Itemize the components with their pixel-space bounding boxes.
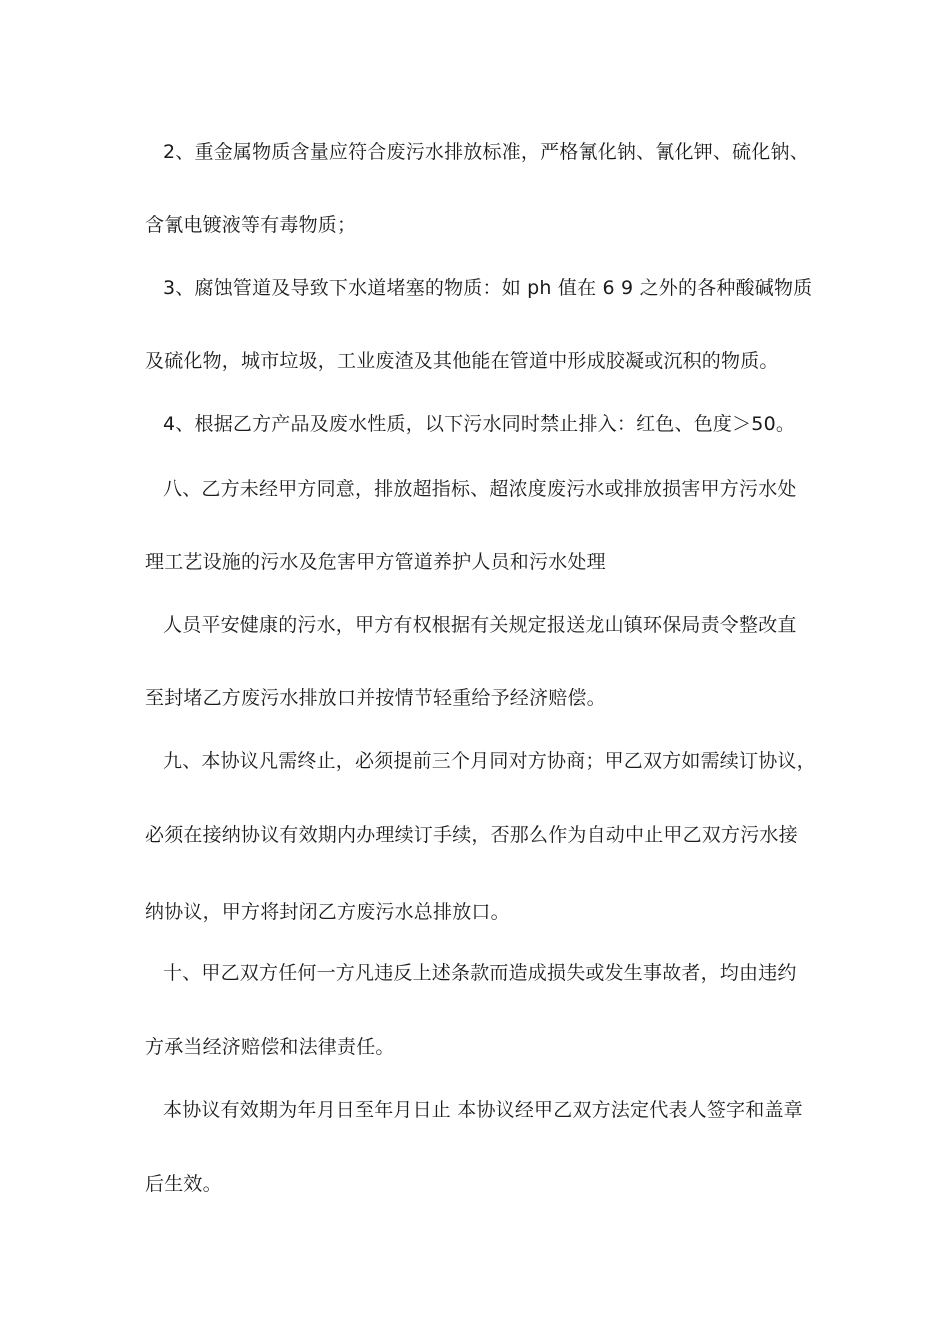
text-line-7: 理工艺设施的污水及危害甲方管道养护人员和污水处理 xyxy=(145,551,606,573)
text-line-8: 人员平安健康的污水，甲方有权根据有关规定报送龙山镇环保局责令整改直 xyxy=(163,614,797,636)
text-line-13: 十、甲乙双方任何一方凡违反上述条款而造成损失或发生事故者，均由违约 xyxy=(163,962,797,984)
text-line-11: 必须在接纳协议有效期内办理续订手续，否那么作为自动中止甲乙双方污水接 xyxy=(145,824,798,846)
text-line-15: 本协议有效期为年月日至年月日止 本协议经甲乙双方法定代表人签字和盖章 xyxy=(163,1099,803,1121)
text-line-4: 及硫化物，城市垃圾，工业废渣及其他能在管道中形成胶凝或沉积的物质。 xyxy=(145,350,779,372)
text-line-16: 后生效。 xyxy=(145,1173,222,1195)
text-line-10: 九、本协议凡需终止，必须提前三个月同对方协商；甲乙双方如需续订协议， xyxy=(163,750,816,772)
text-line-3: 3、腐蚀管道及导致下水道堵塞的物质：如 ph 值在 6 9 之外的各种酸碱物质 xyxy=(163,277,813,299)
text-line-2: 含氰电镀液等有毒物质； xyxy=(145,214,357,236)
text-line-12: 纳协议，甲方将封闭乙方废污水总排放口。 xyxy=(145,901,510,923)
text-line-5: 4、根据乙方产品及废水性质，以下污水同时禁止排入：红色、色度＞50。 xyxy=(163,413,796,435)
text-line-14: 方承当经济赔偿和法律责任。 xyxy=(145,1036,395,1058)
text-line-1: 2、重金属物质含量应符合废污水排放标准，严格氰化钠、氰化钾、硫化钠、 xyxy=(163,141,809,163)
text-line-6: 八、乙方未经甲方同意，排放超指标、超浓度废污水或排放损害甲方污水处 xyxy=(163,478,797,500)
text-line-9: 至封堵乙方废污水排放口并按情节轻重给予经济赔偿。 xyxy=(145,687,606,709)
